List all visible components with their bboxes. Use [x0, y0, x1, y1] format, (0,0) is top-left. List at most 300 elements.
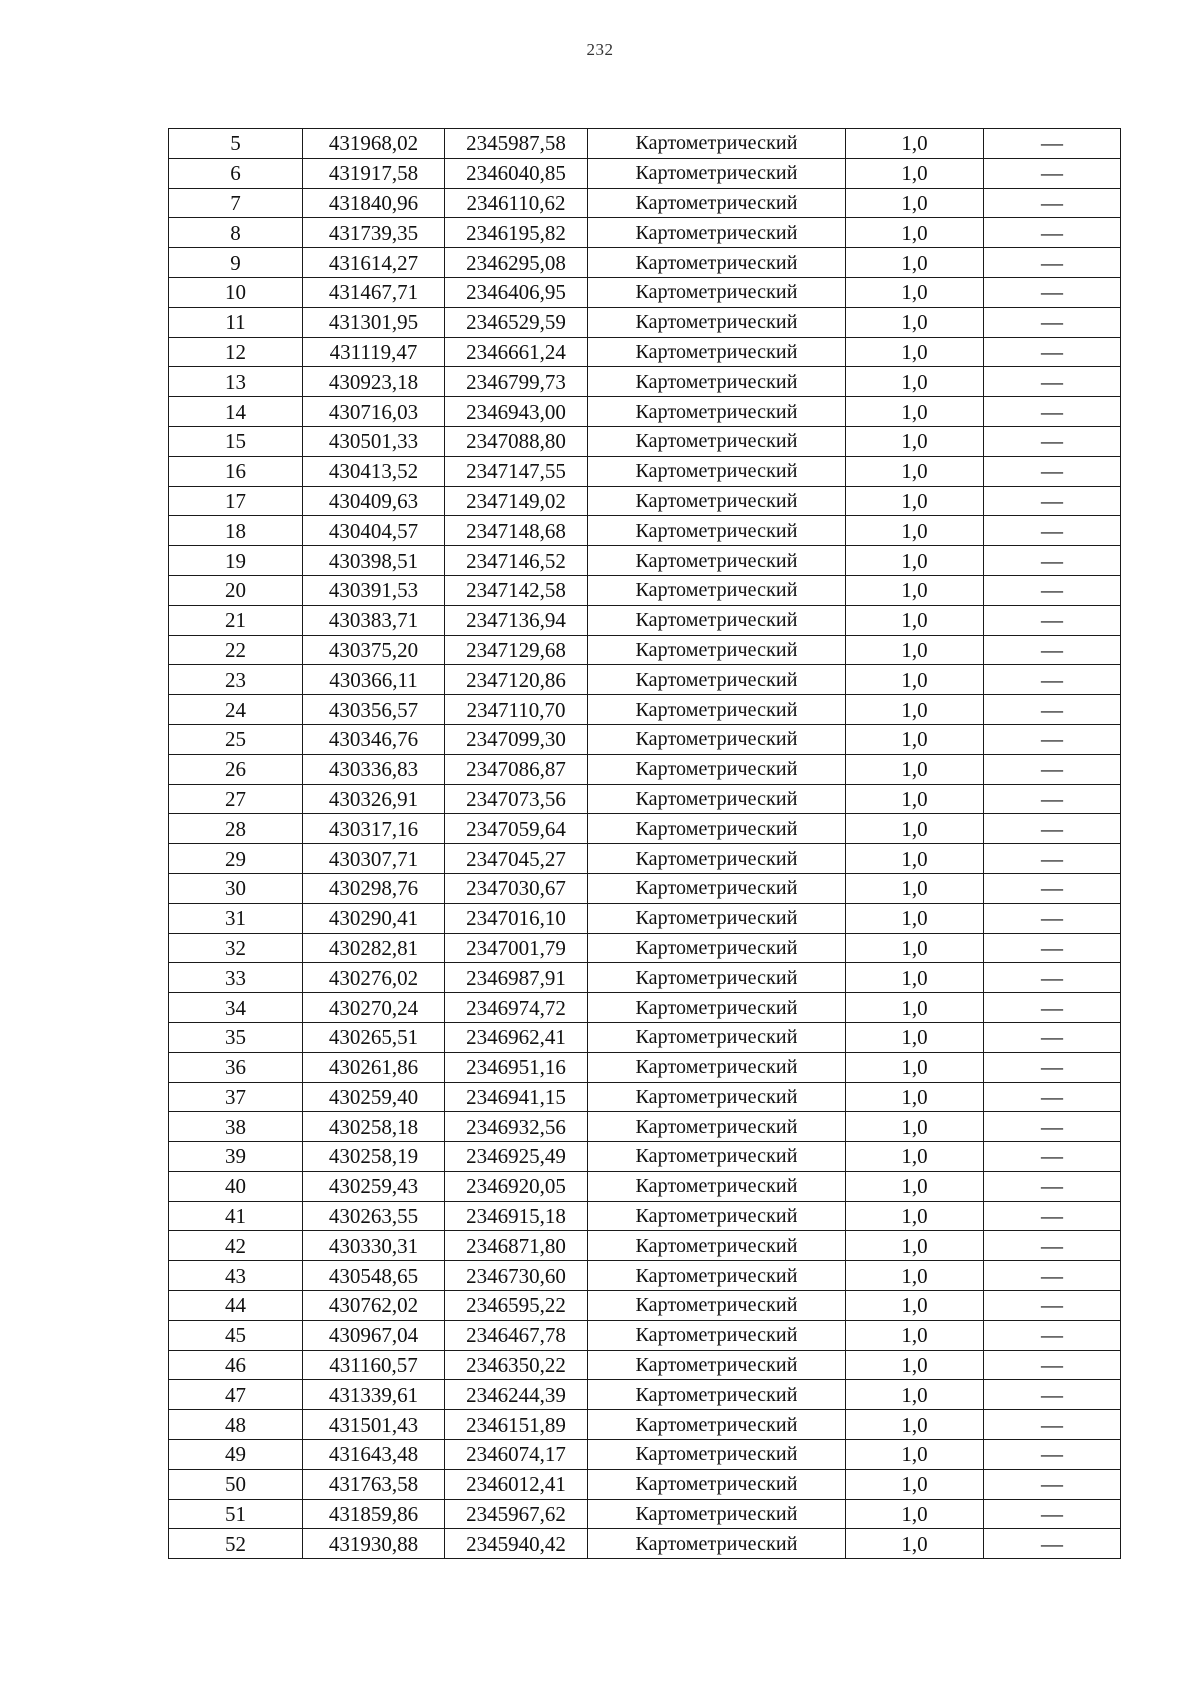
x-coordinate-cell: 430326,91 [303, 784, 445, 814]
table-row [169, 1142, 1121, 1172]
x-coordinate-cell: 430258,19 [303, 1142, 445, 1172]
x-coordinate-cell: 430762,02 [303, 1291, 445, 1321]
x-coordinate-cell: 430317,16 [303, 814, 445, 844]
x-coordinate-cell: 430276,02 [303, 963, 445, 993]
x-coordinate-cell: 430298,76 [303, 873, 445, 903]
table-row [169, 1469, 1121, 1499]
accuracy-cell: 1,0 [846, 903, 984, 933]
accuracy-cell: 1,0 [846, 784, 984, 814]
method-cell: Картометрический [588, 903, 846, 933]
method-cell: Картометрический [588, 844, 846, 874]
y-coordinate-cell: 2347045,27 [445, 844, 588, 874]
y-coordinate-cell: 2347088,80 [445, 426, 588, 456]
accuracy-cell: 1,0 [846, 516, 984, 546]
method-cell: Картометрический [588, 546, 846, 576]
point-number-cell: 8 [169, 218, 303, 248]
note-cell: — [984, 963, 1121, 993]
note-cell: — [984, 516, 1121, 546]
accuracy-cell: 1,0 [846, 605, 984, 635]
point-number-cell: 43 [169, 1261, 303, 1291]
accuracy-cell: 1,0 [846, 1052, 984, 1082]
point-number-cell: 7 [169, 188, 303, 218]
table-row [169, 158, 1121, 188]
note-cell: — [984, 158, 1121, 188]
method-cell: Картометрический [588, 158, 846, 188]
x-coordinate-cell: 430261,86 [303, 1052, 445, 1082]
y-coordinate-cell: 2346661,24 [445, 337, 588, 367]
point-number-cell: 40 [169, 1171, 303, 1201]
table-row [169, 814, 1121, 844]
x-coordinate-cell: 431739,35 [303, 218, 445, 248]
x-coordinate-cell: 431643,48 [303, 1440, 445, 1470]
table-row [169, 456, 1121, 486]
method-cell: Картометрический [588, 456, 846, 486]
x-coordinate-cell: 431501,43 [303, 1410, 445, 1440]
accuracy-cell: 1,0 [846, 1499, 984, 1529]
x-coordinate-cell: 430259,43 [303, 1171, 445, 1201]
y-coordinate-cell: 2346925,49 [445, 1142, 588, 1172]
accuracy-cell: 1,0 [846, 1350, 984, 1380]
note-cell: — [984, 1022, 1121, 1052]
note-cell: — [984, 546, 1121, 576]
table-row [169, 665, 1121, 695]
y-coordinate-cell: 2346244,39 [445, 1380, 588, 1410]
table-row [169, 1291, 1121, 1321]
y-coordinate-cell: 2345967,62 [445, 1499, 588, 1529]
method-cell: Картометрический [588, 605, 846, 635]
y-coordinate-cell: 2347016,10 [445, 903, 588, 933]
y-coordinate-cell: 2346943,00 [445, 397, 588, 427]
table-row [169, 397, 1121, 427]
x-coordinate-cell: 431301,95 [303, 307, 445, 337]
note-cell: — [984, 1469, 1121, 1499]
method-cell: Картометрический [588, 993, 846, 1023]
point-number-cell: 9 [169, 248, 303, 278]
note-cell: — [984, 903, 1121, 933]
method-cell: Картометрический [588, 635, 846, 665]
note-cell: — [984, 1201, 1121, 1231]
point-number-cell: 25 [169, 724, 303, 754]
accuracy-cell: 1,0 [846, 1261, 984, 1291]
note-cell: — [984, 188, 1121, 218]
method-cell: Картометрический [588, 784, 846, 814]
table-row [169, 635, 1121, 665]
y-coordinate-cell: 2346932,56 [445, 1112, 588, 1142]
point-number-cell: 22 [169, 635, 303, 665]
note-cell: — [984, 397, 1121, 427]
x-coordinate-cell: 430263,55 [303, 1201, 445, 1231]
y-coordinate-cell: 2346529,59 [445, 307, 588, 337]
point-number-cell: 26 [169, 754, 303, 784]
table-row [169, 486, 1121, 516]
y-coordinate-cell: 2346151,89 [445, 1410, 588, 1440]
point-number-cell: 31 [169, 903, 303, 933]
y-coordinate-cell: 2347120,86 [445, 665, 588, 695]
table-row [169, 248, 1121, 278]
point-number-cell: 14 [169, 397, 303, 427]
point-number-cell: 10 [169, 277, 303, 307]
table-row [169, 993, 1121, 1023]
y-coordinate-cell: 2346799,73 [445, 367, 588, 397]
accuracy-cell: 1,0 [846, 724, 984, 754]
method-cell: Картометрический [588, 1291, 846, 1321]
note-cell: — [984, 1410, 1121, 1440]
point-number-cell: 30 [169, 873, 303, 903]
method-cell: Картометрический [588, 1112, 846, 1142]
point-number-cell: 37 [169, 1082, 303, 1112]
accuracy-cell: 1,0 [846, 1440, 984, 1470]
y-coordinate-cell: 2346974,72 [445, 993, 588, 1023]
table-row [169, 129, 1121, 159]
method-cell: Картометрический [588, 486, 846, 516]
point-number-cell: 39 [169, 1142, 303, 1172]
x-coordinate-cell: 431917,58 [303, 158, 445, 188]
table-row [169, 724, 1121, 754]
point-number-cell: 21 [169, 605, 303, 635]
x-coordinate-cell: 431119,47 [303, 337, 445, 367]
accuracy-cell: 1,0 [846, 129, 984, 159]
note-cell: — [984, 1529, 1121, 1559]
table-row [169, 605, 1121, 635]
y-coordinate-cell: 2346871,80 [445, 1231, 588, 1261]
table-row [169, 963, 1121, 993]
x-coordinate-cell: 431968,02 [303, 129, 445, 159]
table-row [169, 695, 1121, 725]
accuracy-cell: 1,0 [846, 1201, 984, 1231]
accuracy-cell: 1,0 [846, 1022, 984, 1052]
method-cell: Картометрический [588, 1142, 846, 1172]
table-row [169, 1261, 1121, 1291]
x-coordinate-cell: 430366,11 [303, 665, 445, 695]
method-cell: Картометрический [588, 218, 846, 248]
method-cell: Картометрический [588, 426, 846, 456]
accuracy-cell: 1,0 [846, 1142, 984, 1172]
accuracy-cell: 1,0 [846, 993, 984, 1023]
point-number-cell: 24 [169, 695, 303, 725]
accuracy-cell: 1,0 [846, 158, 984, 188]
accuracy-cell: 1,0 [846, 1171, 984, 1201]
x-coordinate-cell: 430330,31 [303, 1231, 445, 1261]
method-cell: Картометрический [588, 724, 846, 754]
note-cell: — [984, 1231, 1121, 1261]
y-coordinate-cell: 2347059,64 [445, 814, 588, 844]
note-cell: — [984, 754, 1121, 784]
method-cell: Картометрический [588, 1171, 846, 1201]
x-coordinate-cell: 430270,24 [303, 993, 445, 1023]
point-number-cell: 48 [169, 1410, 303, 1440]
method-cell: Картометрический [588, 1201, 846, 1231]
y-coordinate-cell: 2345940,42 [445, 1529, 588, 1559]
note-cell: — [984, 993, 1121, 1023]
note-cell: — [984, 1261, 1121, 1291]
method-cell: Картометрический [588, 1440, 846, 1470]
method-cell: Картометрический [588, 754, 846, 784]
point-number-cell: 6 [169, 158, 303, 188]
y-coordinate-cell: 2347001,79 [445, 933, 588, 963]
coordinates-table [168, 128, 1121, 1559]
method-cell: Картометрический [588, 1529, 846, 1559]
point-number-cell: 52 [169, 1529, 303, 1559]
y-coordinate-cell: 2347086,87 [445, 754, 588, 784]
page-number: 232 [586, 40, 614, 59]
y-coordinate-cell: 2346012,41 [445, 1469, 588, 1499]
method-cell: Картометрический [588, 248, 846, 278]
accuracy-cell: 1,0 [846, 486, 984, 516]
point-number-cell: 35 [169, 1022, 303, 1052]
accuracy-cell: 1,0 [846, 1291, 984, 1321]
table-row [169, 1529, 1121, 1559]
note-cell: — [984, 1171, 1121, 1201]
table-row [169, 933, 1121, 963]
y-coordinate-cell: 2347136,94 [445, 605, 588, 635]
table-row [169, 426, 1121, 456]
accuracy-cell: 1,0 [846, 1082, 984, 1112]
method-cell: Картометрический [588, 1320, 846, 1350]
method-cell: Картометрический [588, 695, 846, 725]
y-coordinate-cell: 2347073,56 [445, 784, 588, 814]
method-cell: Картометрический [588, 516, 846, 546]
x-coordinate-cell: 430290,41 [303, 903, 445, 933]
x-coordinate-cell: 430265,51 [303, 1022, 445, 1052]
note-cell: — [984, 1350, 1121, 1380]
table-row [169, 1052, 1121, 1082]
point-number-cell: 11 [169, 307, 303, 337]
x-coordinate-cell: 430548,65 [303, 1261, 445, 1291]
y-coordinate-cell: 2346915,18 [445, 1201, 588, 1231]
y-coordinate-cell: 2346110,62 [445, 188, 588, 218]
note-cell: — [984, 367, 1121, 397]
note-cell: — [984, 605, 1121, 635]
point-number-cell: 5 [169, 129, 303, 159]
note-cell: — [984, 1380, 1121, 1410]
y-coordinate-cell: 2347148,68 [445, 516, 588, 546]
y-coordinate-cell: 2346730,60 [445, 1261, 588, 1291]
x-coordinate-cell: 430375,20 [303, 635, 445, 665]
table-row [169, 1082, 1121, 1112]
note-cell: — [984, 724, 1121, 754]
method-cell: Картометрический [588, 1082, 846, 1112]
point-number-cell: 33 [169, 963, 303, 993]
note-cell: — [984, 635, 1121, 665]
point-number-cell: 12 [169, 337, 303, 367]
method-cell: Картометрический [588, 397, 846, 427]
y-coordinate-cell: 2346920,05 [445, 1171, 588, 1201]
table-row [169, 784, 1121, 814]
accuracy-cell: 1,0 [846, 814, 984, 844]
y-coordinate-cell: 2346595,22 [445, 1291, 588, 1321]
accuracy-cell: 1,0 [846, 1231, 984, 1261]
table-row [169, 754, 1121, 784]
y-coordinate-cell: 2346951,16 [445, 1052, 588, 1082]
y-coordinate-cell: 2346295,08 [445, 248, 588, 278]
accuracy-cell: 1,0 [846, 188, 984, 218]
table-row [169, 873, 1121, 903]
accuracy-cell: 1,0 [846, 695, 984, 725]
note-cell: — [984, 1112, 1121, 1142]
table-row [169, 188, 1121, 218]
y-coordinate-cell: 2347030,67 [445, 873, 588, 903]
method-cell: Картометрический [588, 1022, 846, 1052]
note-cell: — [984, 1320, 1121, 1350]
method-cell: Картометрический [588, 1499, 846, 1529]
accuracy-cell: 1,0 [846, 307, 984, 337]
point-number-cell: 15 [169, 426, 303, 456]
note-cell: — [984, 426, 1121, 456]
accuracy-cell: 1,0 [846, 218, 984, 248]
note-cell: — [984, 307, 1121, 337]
note-cell: — [984, 784, 1121, 814]
y-coordinate-cell: 2346941,15 [445, 1082, 588, 1112]
x-coordinate-cell: 430336,83 [303, 754, 445, 784]
table-row [169, 307, 1121, 337]
note-cell: — [984, 486, 1121, 516]
x-coordinate-cell: 430383,71 [303, 605, 445, 635]
accuracy-cell: 1,0 [846, 933, 984, 963]
x-coordinate-cell: 431467,71 [303, 277, 445, 307]
y-coordinate-cell: 2346350,22 [445, 1350, 588, 1380]
x-coordinate-cell: 430356,57 [303, 695, 445, 725]
x-coordinate-cell: 430398,51 [303, 546, 445, 576]
note-cell: — [984, 873, 1121, 903]
point-number-cell: 16 [169, 456, 303, 486]
accuracy-cell: 1,0 [846, 873, 984, 903]
y-coordinate-cell: 2347129,68 [445, 635, 588, 665]
table-row [169, 367, 1121, 397]
method-cell: Картометрический [588, 873, 846, 903]
table-row [169, 277, 1121, 307]
point-number-cell: 51 [169, 1499, 303, 1529]
point-number-cell: 29 [169, 844, 303, 874]
note-cell: — [984, 337, 1121, 367]
accuracy-cell: 1,0 [846, 1410, 984, 1440]
table-row [169, 1350, 1121, 1380]
accuracy-cell: 1,0 [846, 397, 984, 427]
y-coordinate-cell: 2347110,70 [445, 695, 588, 725]
table-row [169, 218, 1121, 248]
y-coordinate-cell: 2347147,55 [445, 456, 588, 486]
point-number-cell: 27 [169, 784, 303, 814]
point-number-cell: 34 [169, 993, 303, 1023]
table-row [169, 1499, 1121, 1529]
method-cell: Картометрический [588, 277, 846, 307]
table-row [169, 1201, 1121, 1231]
x-coordinate-cell: 430413,52 [303, 456, 445, 486]
y-coordinate-cell: 2346962,41 [445, 1022, 588, 1052]
table-row [169, 575, 1121, 605]
note-cell: — [984, 1052, 1121, 1082]
note-cell: — [984, 277, 1121, 307]
point-number-cell: 23 [169, 665, 303, 695]
accuracy-cell: 1,0 [846, 635, 984, 665]
x-coordinate-cell: 430259,40 [303, 1082, 445, 1112]
x-coordinate-cell: 431930,88 [303, 1529, 445, 1559]
table-row [169, 546, 1121, 576]
table-row [169, 1171, 1121, 1201]
note-cell: — [984, 129, 1121, 159]
x-coordinate-cell: 430307,71 [303, 844, 445, 874]
note-cell: — [984, 1440, 1121, 1470]
y-coordinate-cell: 2346467,78 [445, 1320, 588, 1350]
point-number-cell: 42 [169, 1231, 303, 1261]
table-row [169, 1022, 1121, 1052]
accuracy-cell: 1,0 [846, 277, 984, 307]
point-number-cell: 20 [169, 575, 303, 605]
y-coordinate-cell: 2346040,85 [445, 158, 588, 188]
point-number-cell: 41 [169, 1201, 303, 1231]
note-cell: — [984, 844, 1121, 874]
point-number-cell: 32 [169, 933, 303, 963]
accuracy-cell: 1,0 [846, 665, 984, 695]
point-number-cell: 50 [169, 1469, 303, 1499]
accuracy-cell: 1,0 [846, 1320, 984, 1350]
y-coordinate-cell: 2346406,95 [445, 277, 588, 307]
y-coordinate-cell: 2347149,02 [445, 486, 588, 516]
accuracy-cell: 1,0 [846, 426, 984, 456]
y-coordinate-cell: 2347099,30 [445, 724, 588, 754]
table-row [169, 1231, 1121, 1261]
method-cell: Картометрический [588, 1469, 846, 1499]
x-coordinate-cell: 431763,58 [303, 1469, 445, 1499]
table-row [169, 516, 1121, 546]
method-cell: Картометрический [588, 575, 846, 605]
x-coordinate-cell: 430258,18 [303, 1112, 445, 1142]
accuracy-cell: 1,0 [846, 1112, 984, 1142]
x-coordinate-cell: 430409,63 [303, 486, 445, 516]
x-coordinate-cell: 431614,27 [303, 248, 445, 278]
accuracy-cell: 1,0 [846, 754, 984, 784]
x-coordinate-cell: 430716,03 [303, 397, 445, 427]
method-cell: Картометрический [588, 1380, 846, 1410]
method-cell: Картометрический [588, 188, 846, 218]
y-coordinate-cell: 2346074,17 [445, 1440, 588, 1470]
y-coordinate-cell: 2345987,58 [445, 129, 588, 159]
point-number-cell: 46 [169, 1350, 303, 1380]
accuracy-cell: 1,0 [846, 337, 984, 367]
table-row [169, 1320, 1121, 1350]
x-coordinate-cell: 431859,86 [303, 1499, 445, 1529]
accuracy-cell: 1,0 [846, 456, 984, 486]
method-cell: Картометрический [588, 129, 846, 159]
point-number-cell: 38 [169, 1112, 303, 1142]
accuracy-cell: 1,0 [846, 546, 984, 576]
note-cell: — [984, 665, 1121, 695]
accuracy-cell: 1,0 [846, 1469, 984, 1499]
point-number-cell: 28 [169, 814, 303, 844]
method-cell: Картометрический [588, 814, 846, 844]
y-coordinate-cell: 2346195,82 [445, 218, 588, 248]
point-number-cell: 13 [169, 367, 303, 397]
x-coordinate-cell: 430967,04 [303, 1320, 445, 1350]
coordinates-table-body [169, 129, 1121, 1559]
note-cell: — [984, 248, 1121, 278]
method-cell: Картометрический [588, 1052, 846, 1082]
x-coordinate-cell: 430346,76 [303, 724, 445, 754]
note-cell: — [984, 695, 1121, 725]
table-row [169, 844, 1121, 874]
accuracy-cell: 1,0 [846, 963, 984, 993]
accuracy-cell: 1,0 [846, 844, 984, 874]
method-cell: Картометрический [588, 933, 846, 963]
method-cell: Картометрический [588, 963, 846, 993]
point-number-cell: 44 [169, 1291, 303, 1321]
method-cell: Картометрический [588, 367, 846, 397]
accuracy-cell: 1,0 [846, 248, 984, 278]
method-cell: Картометрический [588, 337, 846, 367]
note-cell: — [984, 1499, 1121, 1529]
table-row [169, 903, 1121, 933]
method-cell: Картометрический [588, 1261, 846, 1291]
accuracy-cell: 1,0 [846, 575, 984, 605]
